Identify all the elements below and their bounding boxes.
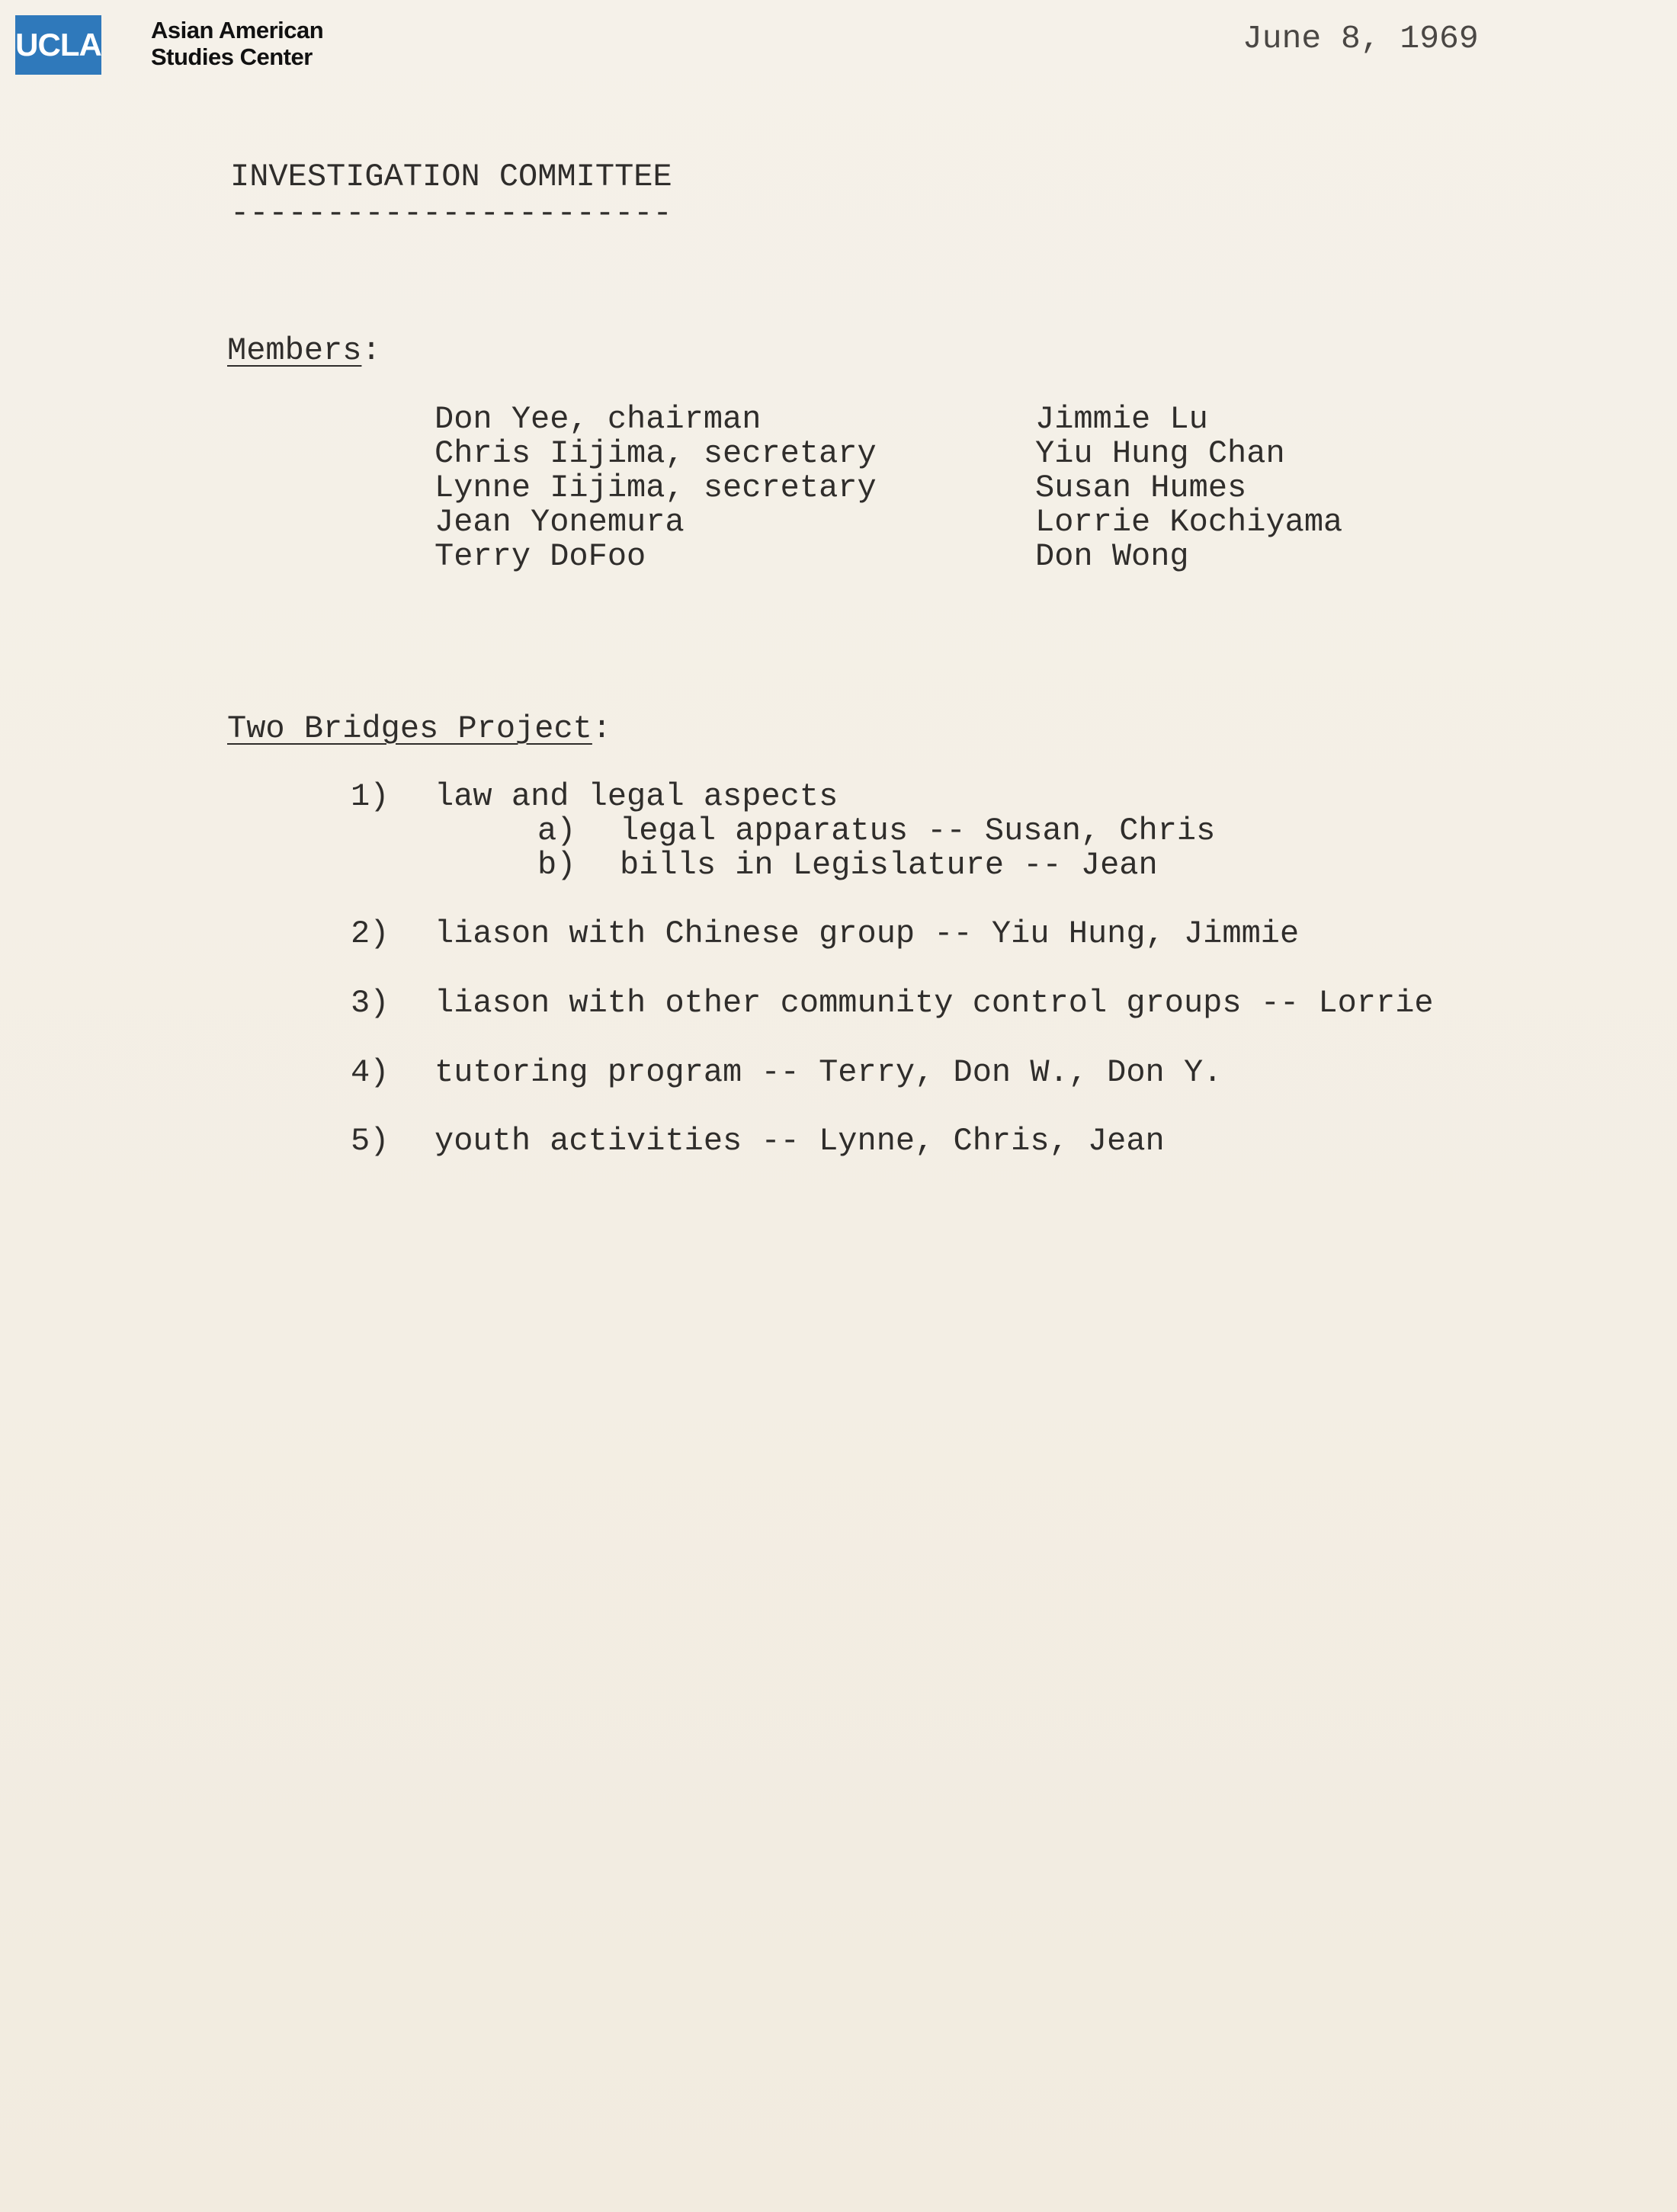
logo-center-name	[151, 17, 323, 70]
document-date: June 8, 1969	[1243, 20, 1479, 57]
logo-line-2: Studies Center	[151, 43, 313, 70]
member-right-1: Jimmie Lu	[1035, 401, 1208, 438]
project-heading-colon: :	[592, 710, 612, 747]
item-text-1: law and legal aspects	[434, 778, 838, 815]
item-text-3: liason with other community control groups -- Lorrie	[434, 985, 1434, 1021]
item-number-4: 4)	[351, 1054, 390, 1091]
item-number-2: 2)	[351, 915, 390, 952]
member-right-5: Don Wong	[1035, 538, 1189, 575]
logo-line-1: Asian American	[151, 17, 324, 43]
members-heading-text: Members	[227, 332, 362, 369]
member-left-1: Don Yee, chairman	[434, 401, 762, 438]
member-left-5: Terry DoFoo	[434, 538, 646, 575]
member-right-2: Yiu Hung Chan	[1035, 435, 1285, 472]
subitem-letter-a: a)	[537, 813, 576, 849]
item-number-1: 1)	[351, 778, 390, 815]
logo-brand: UCLA	[15, 27, 101, 63]
members-heading	[227, 334, 381, 368]
subitem-text-b: bills in Legislature -- Jean	[620, 847, 1158, 883]
item-text-5: youth activities -- Lynne, Chris, Jean	[434, 1123, 1165, 1159]
member-right-3: Susan Humes	[1035, 470, 1247, 506]
member-right-4: Lorrie Kochiyama	[1035, 504, 1343, 540]
member-left-2: Chris Iijima, secretary	[434, 435, 877, 472]
subitem-text-a: legal apparatus -- Susan, Chris	[620, 813, 1216, 849]
item-number-3: 3)	[351, 985, 390, 1021]
members-heading-colon: :	[361, 332, 381, 369]
item-text-2: liason with Chinese group -- Yiu Hung, Jimmie	[434, 915, 1300, 952]
member-left-3: Lynne Iijima, secretary	[434, 470, 877, 506]
member-left-4: Jean Yonemura	[434, 504, 685, 540]
subitem-letter-b: b)	[537, 847, 576, 883]
project-heading	[227, 712, 611, 746]
item-text-4: tutoring program -- Terry, Don W., Don Y.	[434, 1054, 1223, 1091]
ucla-logo	[15, 15, 101, 75]
document-title: INVESTIGATION COMMITTEE	[230, 159, 672, 195]
item-number-5: 5)	[351, 1123, 390, 1159]
project-heading-text: Two Bridges Project	[227, 710, 592, 747]
title-underline-rule: -----------------------	[230, 195, 672, 232]
